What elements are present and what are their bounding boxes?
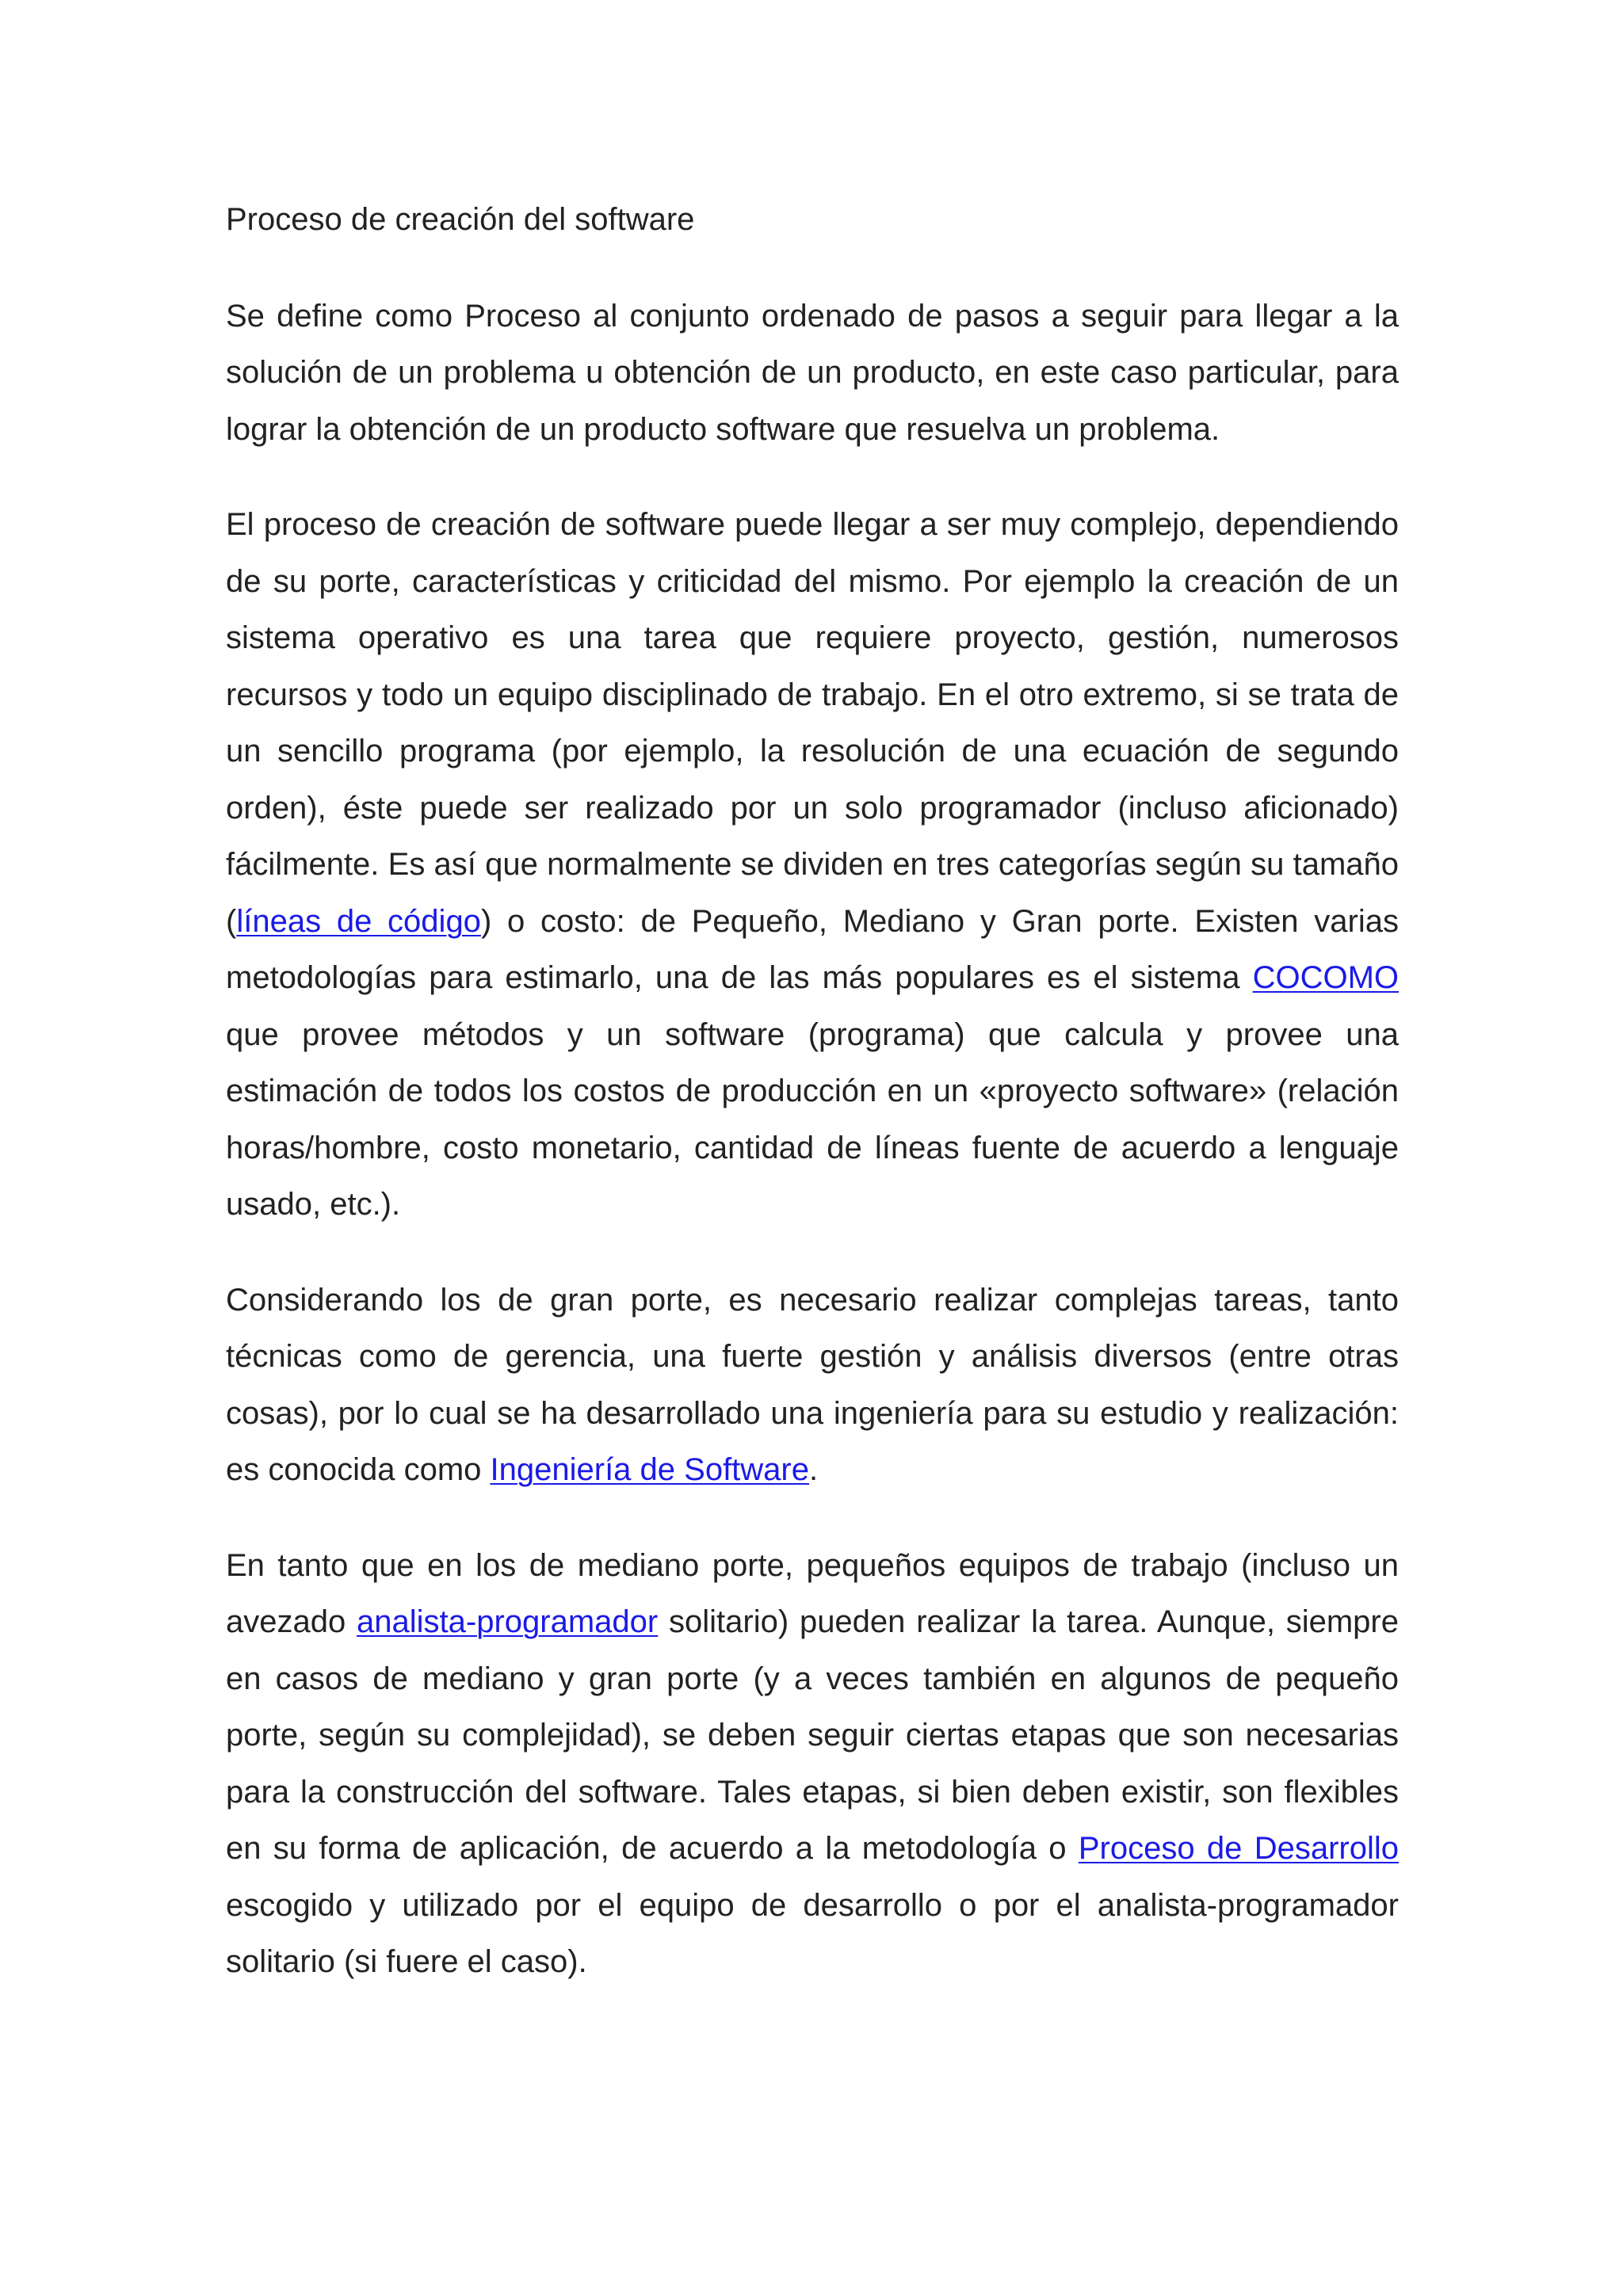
paragraph-complexity <box>226 497 1399 1234</box>
paragraph-text: solitario) pueden realizar la tarea. Aunque, siempre en casos de mediano y gran porte (y a veces también en algunos de pequeño porte, según su complejidad), se deben seguir ciertas etapas que son necesarias para la construcción del software. Tales etapas, si bien deben existir, son flexibles en su forma de aplicación, de acuerdo a la metodología o <box>226 1604 1399 1866</box>
document-title: Proceso de creación del software <box>226 202 695 237</box>
paragraph-text: En tanto que en los de mediano porte, pequeños equipos de trabajo (incluso un avezado <box>226 1547 1399 1639</box>
link-cocomo[interactable]: COCOMO <box>1252 960 1399 995</box>
document-page <box>226 192 1399 2030</box>
paragraph-text: que provee métodos y un software (programa) que calcula y provee una estimación de todos los costos de producción en un «proyecto software» (relación horas/hombre, costo monetario, cantidad de líneas fuente de acuerdo a lenguaje usado, etc.). <box>226 1016 1399 1222</box>
link-analista-programador[interactable]: analista-programador <box>357 1604 659 1639</box>
link-lineas-de-codigo[interactable]: líneas de código <box>236 903 481 939</box>
paragraph-text: . <box>809 1452 819 1487</box>
paragraph-definition: Se define como Proceso al conjunto ordenado de pasos a seguir para llegar a la solución de un problema u obtención de un producto, en este caso particular, para lograr la obtención de un producto software que resuelva un problema. <box>226 298 1399 447</box>
paragraph-large-projects <box>226 1272 1399 1499</box>
link-ingenieria-de-software[interactable]: Ingeniería de Software <box>490 1452 809 1487</box>
paragraph-text: Considerando los de gran porte, es necesario realizar complejas tareas, tanto técnicas como de gerencia, una fuerte gestión y análisis diversos (entre otras cosas), por lo cual se ha desarrollado una ingeniería para su estudio y realización: es conocida como <box>226 1282 1399 1487</box>
link-proceso-de-desarrollo[interactable]: Proceso de Desarrollo <box>1078 1831 1399 1866</box>
paragraph-text: El proceso de creación de software puede llegar a ser muy complejo, dependiendo de su porte, características y criticidad del mismo. Por ejemplo la creación de un sistema operativo es una tarea que requiere proyecto, gestión, numerosos recursos y todo un equipo disciplinado de trabajo. En el otro extremo, si se trata de un sencillo programa (por ejemplo, la resolución de una ecuación de segundo orden), éste puede ser realizado por un solo programador (incluso aficionado) fácilmente. Es así que normalmente se dividen en tres categorías según su tamaño ( <box>226 507 1399 939</box>
paragraph-text: ) o costo: de Pequeño, Mediano y Gran porte. Existen varias metodologías para estimarlo, una de las más populares es el sistema <box>226 903 1400 995</box>
paragraph-text: escogido y utilizado por el equipo de desarrollo o por el analista-programador solitario (si fuere el caso). <box>226 1887 1399 1979</box>
paragraph-medium-projects <box>226 1538 1399 1991</box>
